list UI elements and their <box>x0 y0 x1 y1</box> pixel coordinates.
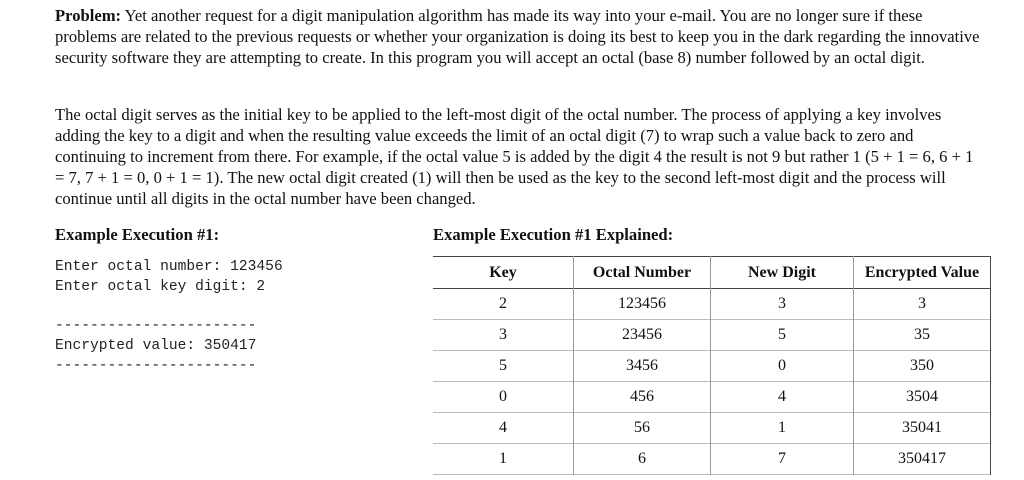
column-header-octal-number: Octal Number <box>574 257 711 289</box>
cell-encrypted-value: 3504 <box>854 382 991 413</box>
cell-new-digit: 0 <box>711 351 854 382</box>
cell-key: 1 <box>499 450 507 467</box>
console-divider-top: ----------------------- <box>55 318 257 334</box>
cell-encrypted-value: 350 <box>854 351 991 382</box>
cell-new-digit: 4 <box>711 382 854 413</box>
table-row <box>433 413 991 444</box>
key-explanation-paragraph: The octal digit serves as the initial key to be applied to the left-most digit of the octal number. The process of applying a key involves adding the key to a digit and when the resulting value exceeds the limit of an octal digit (7) to wrap such a value back to zero and continuing to increment from there. For example, if the octal value 5 is added by the digit 4 the result is not 9 but rather 1 (5 + 1 = 6, 6 + 1 = 7, 7 + 1 = 0, 0 + 1 = 1). The new octal digit created (1) will then be used as the key to the second left-most digit and the process will continue until all digits in the octal number have been changed. <box>55 105 974 208</box>
explained-table <box>433 256 991 475</box>
column-header-key: Key <box>489 263 517 281</box>
table-header-row <box>433 257 991 289</box>
cell-octal-number: 56 <box>574 413 711 444</box>
cell-encrypted-value: 35041 <box>854 413 991 444</box>
cell-new-digit: 3 <box>711 289 854 320</box>
table-row <box>433 289 991 320</box>
cell-key: 2 <box>499 295 507 312</box>
cell-key: 0 <box>499 388 507 405</box>
console-line-key-digit: Enter octal key digit: 2 <box>55 279 266 295</box>
example-heading: Example Execution #1: <box>55 225 220 244</box>
cell-new-digit: 1 <box>711 413 854 444</box>
table-row <box>433 382 991 413</box>
cell-octal-number: 6 <box>574 444 711 475</box>
cell-octal-number: 123456 <box>574 289 711 320</box>
cell-octal-number: 23456 <box>574 320 711 351</box>
table-row <box>433 351 991 382</box>
column-header-new-digit: New Digit <box>711 257 854 289</box>
console-line-octal-number: Enter octal number: 123456 <box>55 259 283 275</box>
column-header-encrypted-value: Encrypted Value <box>854 257 991 289</box>
problem-paragraph <box>55 5 985 68</box>
cell-encrypted-value: 35 <box>854 320 991 351</box>
table-row <box>433 320 991 351</box>
table-row <box>433 444 991 475</box>
cell-key: 5 <box>499 357 507 374</box>
explained-heading: Example Execution #1 Explained: <box>433 225 674 244</box>
cell-new-digit: 5 <box>711 320 854 351</box>
console-line-encrypted-value: Encrypted value: 350417 <box>55 338 257 354</box>
cell-encrypted-value: 350417 <box>854 444 991 475</box>
cell-key: 3 <box>499 326 507 343</box>
problem-text: Yet another request for a digit manipulation algorithm has made its way into your e-mail. You are no longer sure if these problems are related to the previous requests or whether your organization is doing its best to keep you in the dark regarding the innovative security software they are attempting to create. In this program you will accept an octal (base 8) number followed by an octal digit. <box>55 6 980 67</box>
cell-encrypted-value: 3 <box>854 289 991 320</box>
cell-octal-number: 456 <box>574 382 711 413</box>
cell-key: 4 <box>499 419 507 436</box>
console-divider-bottom: ----------------------- <box>55 358 257 374</box>
problem-label: Problem: <box>55 6 122 25</box>
cell-new-digit: 7 <box>711 444 854 475</box>
cell-octal-number: 3456 <box>574 351 711 382</box>
